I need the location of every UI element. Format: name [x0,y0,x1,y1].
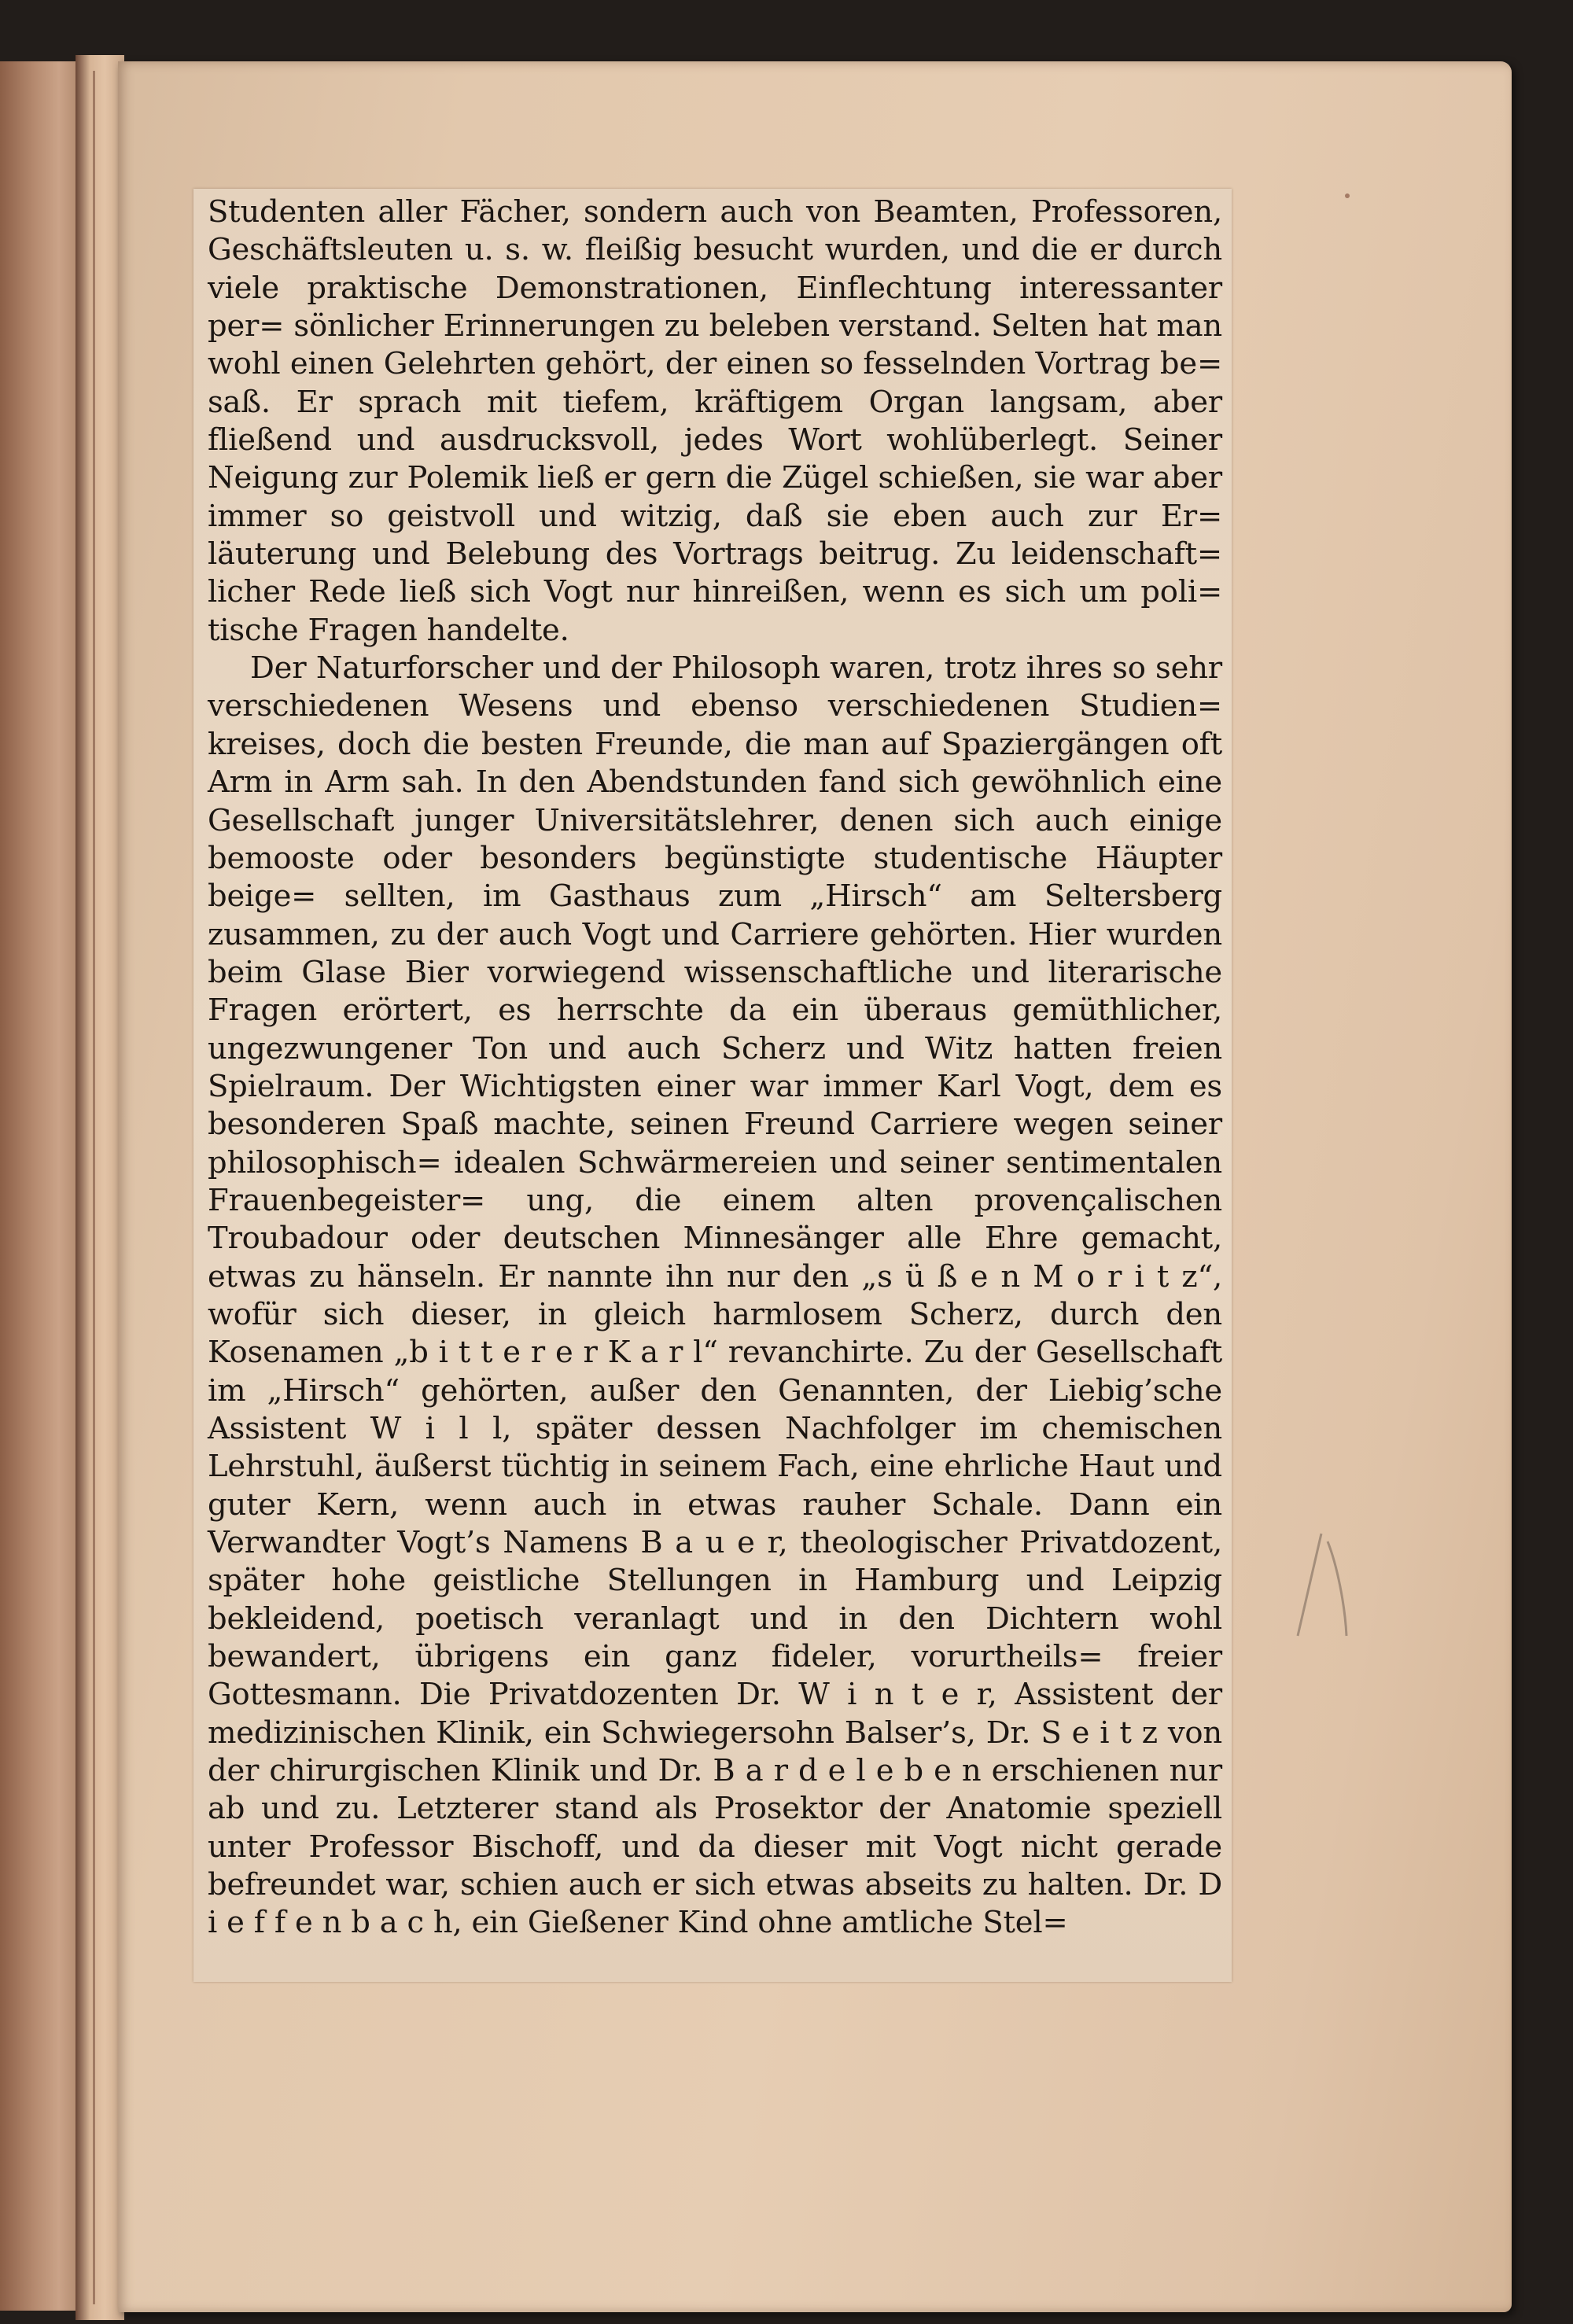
article-text [208,193,1222,1943]
book-gutter [76,55,124,2320]
left-page-edge [0,61,79,2311]
paragraph-1: Studenten aller Fächer, sondern auch von Beamten, Professoren, Geschäftsleuten u. s. w. fleißig besucht wurden, und die er durch viele praktische Demonstrationen, Einflechtung interessanter per= sönlicher Erinnerungen zu beleben verstand. Selten hat man wohl einen Gelehrten gehört, der einen so fesselnden Vortrag be= saß. Er sprach mit tiefem, kräftigem Organ langsam, aber fließend und ausdrucksvoll, jedes Wort wohlüberlegt. Seiner Neigung zur Polemik ließ er gern die Zügel schießen, sie war aber immer so geistvoll und witzig, daß sie eben auch zur Er= läuterung und Belebung des Vortrags beitrug. Zu leidenschaft= licher Rede ließ sich Vogt nur hinreißen, wenn es sich um poli= tische Fragen handelte. [208,194,1222,648]
paper-spot [1345,193,1350,198]
paragraph-2: Der Naturforscher und der Philosoph waren, trotz ihres so sehr verschiedenen Wesens und ebenso verschiedenen Studien= kreises, doch die besten Freunde, die man auf Spaziergängen oft Arm in Arm sah. In den Abendstunden fand sich gewöhnlich eine Gesellschaft junger Universitätslehrer, denen sich auch einige bemooste oder besonders begünstigte studentische Häupter beige= sellten, im Gasthaus zum „Hirsch“ am Seltersberg zusammen, zu der auch Vogt und Carriere gehörten. Hier wurden beim Glase Bier vorwiegend wissenschaftliche und literarische Fragen erörtert, es herrschte da ein überaus gemüthlicher, ungezwungener Ton und auch Scherz und Witz hatten freien Spielraum. Der Wichtigsten einer war immer Karl Vogt, dem es besonderen Spaß machte, seinen Freund Carriere wegen seiner philosophisch= idealen Schwärmereien und seiner sentimentalen Frauenbegeister= ung, die einem alten provençalischen Troubadour oder deutschen Minnesänger alle Ehre gemacht, etwas zu hänseln. Er nannte ihn nur den „s ü ß e n M o r i t z“, wofür sich dieser, in gleich harmlosem Scherz, durch den Kosenamen „b i t t e r e r K a r l“ revanchirte. Zu der Gesellschaft im „Hirsch“ gehörten, außer den Genannten, der Liebig’sche Assistent W i l l, später dessen Nachfolger im chemischen Lehrstuhl, äußerst tüchtig in seinem Fach, eine ehrliche Haut und guter Kern, wenn auch in etwas rauher Schale. Dann ein Verwandter Vogt’s Namens B a u e r, theologischer Privatdozent, später hohe geistliche Stellungen in Hamburg und Leipzig bekleidend, poetisch veranlagt und in den Dichtern wohl bewandert, übrigens ein ganz fideler, vorurtheils= freier Gottesmann. Die Privatdozenten Dr. W i n t e r, Assistent der medizinischen Klinik, ein Schwiegersohn Balser’s, Dr. S e i t z von der chirurgischen Klinik und Dr. B a r d e l e b e n erschienen nur ab und zu. Letzterer stand als Prosektor der Anatomie speziell unter Professor Bischoff, und da dieser mit Vogt nicht gerade befreundet war, schien auch er sich etwas abseits zu halten. Dr. D i e f f e n b a c h, ein Gießener Kind ohne amtliche Stel= [208,650,1222,1941]
page-edge-line [93,71,95,2304]
pencil-mark [1290,1518,1361,1644]
